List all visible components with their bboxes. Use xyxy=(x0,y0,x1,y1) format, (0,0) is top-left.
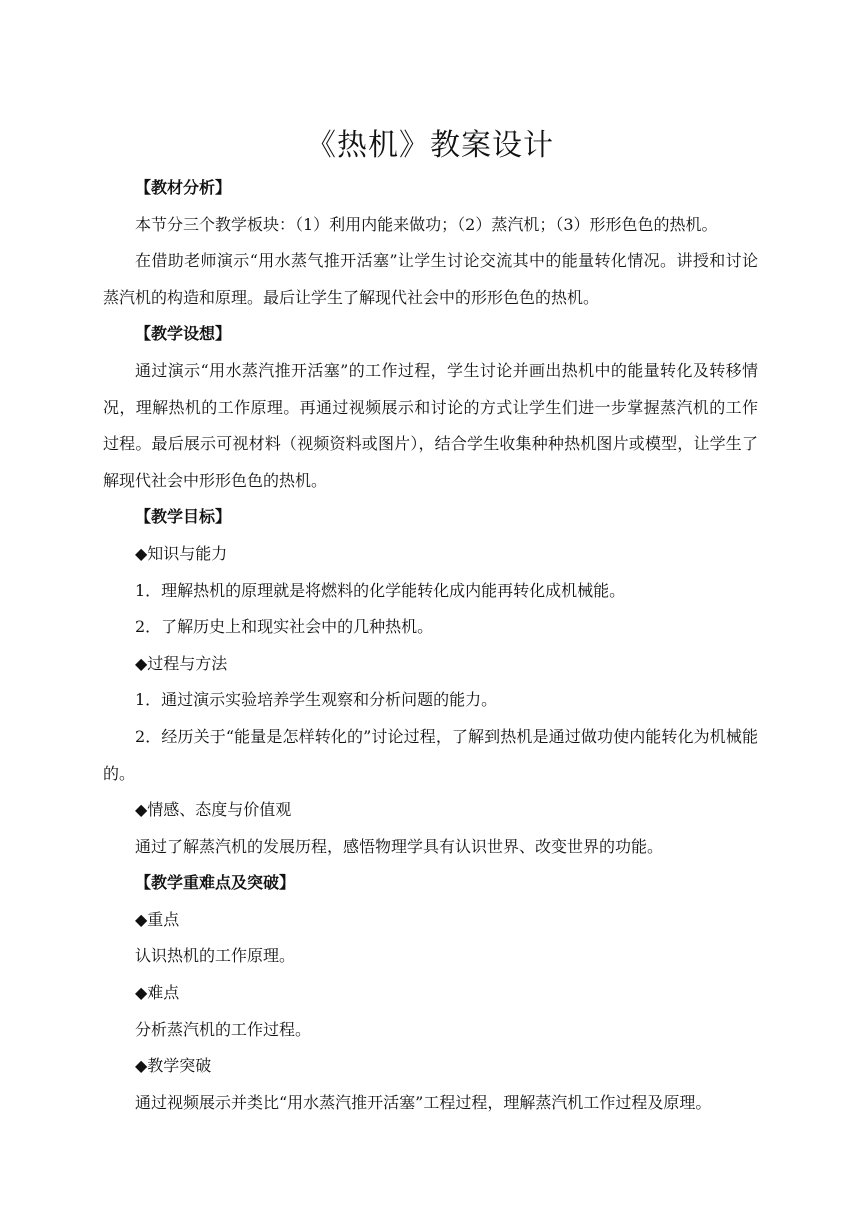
knowledge-item-1: 1．理解热机的原理就是将燃料的化学能转化成内能再转化成机械能。 xyxy=(135,580,626,600)
document-title: 《热机》教案设计 xyxy=(306,128,554,164)
analysis-paragraph-2: 在借助老师演示“用水蒸气推开活塞”让学生讨论交流其中的能量转化情况。讲授和讨论蒸汽机的构造和原理。最后让学生了解现代社会中的形形色色的热机。 xyxy=(103,251,758,307)
difficulty-text: 分析蒸汽机的工作过程。 xyxy=(135,1019,312,1039)
section-heading-analysis: 【教材分析】 xyxy=(135,178,232,197)
emotion-label: ◆情感、态度与价值观 xyxy=(135,800,292,820)
section-heading-goals: 【教学目标】 xyxy=(135,507,232,527)
design-paragraph: 通过演示“用水蒸汽推开活塞”的工作过程，学生讨论并画出热机中的能量转化及转移情况，理解热机的工作原理。再通过视频展示和讨论的方式让学生们进一步掌握蒸汽机的工作过程。最后展示可视材料（视频资料或图片），结合学生收集种种热机图片或模型，让学生了解现代社会中形形色色的热机。 xyxy=(103,360,758,490)
knowledge-label: ◆知识与能力 xyxy=(135,543,228,563)
difficulty-label: ◆难点 xyxy=(135,983,180,1003)
process-item-2: 2．经历关于“能量是怎样转化的”讨论过程，了解到热机是通过做功使内能转化为机械能的。 xyxy=(103,726,758,783)
focus-label: ◆重点 xyxy=(135,909,180,929)
focus-text: 认识热机的工作原理。 xyxy=(135,946,296,966)
process-item-1: 1．通过演示实验培养学生观察和分析问题的能力。 xyxy=(135,690,498,710)
knowledge-item-2: 2．了解历史上和现实社会中的几种热机。 xyxy=(135,617,434,637)
process-label: ◆过程与方法 xyxy=(135,653,228,673)
section-heading-key-points: 【教学重难点及突破】 xyxy=(135,873,296,893)
document-body xyxy=(103,170,758,1121)
breakthrough-label: ◆教学突破 xyxy=(135,1056,212,1076)
breakthrough-text: 通过视频展示并类比“用水蒸汽推开活塞”工程过程，理解蒸汽机工作过程及原理。 xyxy=(135,1092,712,1112)
emotion-item-1: 通过了解蒸汽机的发展历程，感悟物理学具有认识世界、改变世界的功能。 xyxy=(135,836,664,856)
section-heading-design: 【教学设想】 xyxy=(135,324,232,344)
analysis-paragraph-1: 本节分三个教学板块：（1）利用内能来做功；（2）蒸汽机；（3）形形色色的热机。 xyxy=(135,214,718,234)
